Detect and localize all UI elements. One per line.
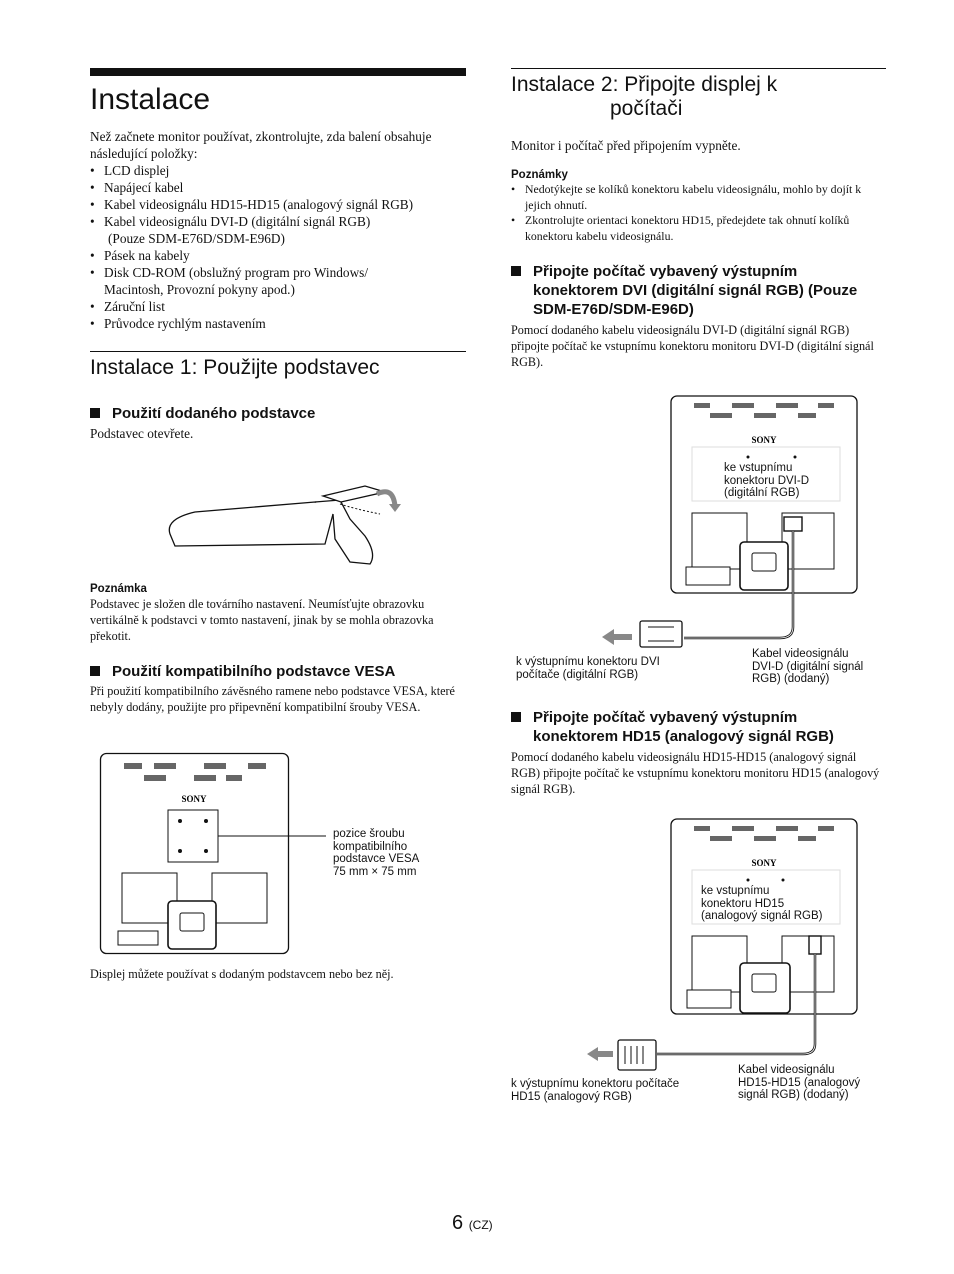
- section-rule: [90, 351, 466, 352]
- hd15-cable-label: Kabel videosignálu HD15-HD15 (analogový signál RGB) (dodaný): [738, 1064, 861, 1101]
- sub1-heading: Použití dodaného podstavce: [90, 404, 466, 423]
- stand-illustration: [165, 474, 405, 574]
- brand-logo: SONY: [181, 794, 207, 804]
- square-bullet-icon: [511, 266, 521, 276]
- list-item: • Napájecí kabel: [90, 179, 466, 196]
- hd15-input-label: ke vstupnímu konektoru HD15 (analogový signál RGB): [701, 885, 823, 922]
- hd15-output-label: k výstupnímu konektoru počítače HD15 (analogový RGB): [511, 1078, 680, 1103]
- page-number: 6 (CZ): [452, 1212, 493, 1234]
- list-item: • Zkontrolujte orientaci konektoru HD15, předejdete tak ohnutí kolíků konektoru kabelu videosignálu.: [511, 213, 886, 244]
- dvi-connection-illustration: [600, 395, 860, 650]
- footer-text: Displej můžete používat s dodaným podstavcem nebo bez něj.: [90, 967, 394, 981]
- list-item: • Nedotýkejte se kolíků konektoru kabelu videosignálu, mohlo by dojít k jejich ohnutí.: [511, 182, 886, 213]
- sub1-text: Podstavec otevřete.: [90, 426, 194, 441]
- vesa-back-illustration: [100, 753, 290, 956]
- list-item: • Průvodce rychlým nastavením: [90, 315, 466, 332]
- dvi-input-label: ke vstupnímu konektoru DVI-D (digitální RGB): [724, 462, 810, 499]
- page-title: Instalace: [90, 83, 211, 116]
- hd15-text: Pomocí dodaného kabelu videosignálu HD15-HD15 (analogový signál RGB) připojte počítač ke vstupnímu konektoru monitoru HD15 (analogový signál RGB).: [511, 750, 880, 796]
- hd15-connection-illustration: [585, 818, 860, 1068]
- brand-logo: SONY: [751, 435, 777, 445]
- list-item: • Záruční list: [90, 298, 466, 315]
- note-text: Podstavec je složen dle továrního nastavení. Neumísťujte obrazovku vertikálně k podstavci v tomto nastavení, jinak by se mohla obrazovka překotit.: [90, 597, 434, 643]
- notes-heading: Poznámky: [511, 169, 568, 181]
- note-heading: Poznámka: [90, 583, 147, 595]
- section-rule: [511, 68, 886, 69]
- vesa-label: pozice šroubu kompatibilního podstavce VESA 75 mm × 75 mm: [333, 828, 420, 878]
- title-bar: [90, 68, 466, 76]
- list-item: • Pásek na kabely: [90, 247, 466, 264]
- section1-title: Instalace 1: Použijte podstavec: [90, 356, 380, 379]
- list-item: • Kabel videosignálu HD15-HD15 (analogový signál RGB): [90, 196, 466, 213]
- brand-logo: SONY: [751, 858, 777, 868]
- dvi-heading: Připojte počítač vybavený výstupním konektorem DVI (digitální signál RGB) (Pouze SDM-E76D/SDM-E96D): [511, 262, 886, 319]
- intro-text: Než začnete monitor používat, zkontrolujte, zda balení obsahuje následující položky:: [90, 129, 432, 161]
- square-bullet-icon: [90, 408, 100, 418]
- right-column: [511, 68, 886, 370]
- list-item: • Disk CD-ROM (obslužný program pro Windows/ Macintosh, Provozní pokyny apod.): [90, 264, 466, 298]
- hd15-section: [511, 708, 886, 797]
- dvi-cable-label: Kabel videosignálu DVI-D (digitální signál RGB) (dodaný): [752, 648, 864, 685]
- section2-intro: Monitor i počítač před připojením vypněte.: [511, 138, 741, 153]
- dvi-output-label: k výstupnímu konektoru DVI počítače (digitální RGB): [516, 656, 660, 681]
- section2-title: Instalace 2: Připojte displej k počítači: [511, 73, 778, 120]
- notes-list: [511, 182, 886, 244]
- list-item: • Kabel videosignálu DVI-D (digitální signál RGB) (Pouze SDM-E76D/SDM-E96D): [90, 213, 466, 247]
- hd15-heading: Připojte počítač vybavený výstupním konektorem HD15 (analogový signál RGB): [511, 708, 886, 746]
- dvi-text: Pomocí dodaného kabelu videosignálu DVI-D (digitální signál RGB) připojte počítač ke vstupnímu konektoru monitoru DVI-D (digitální signál RGB).: [511, 323, 874, 369]
- square-bullet-icon: [90, 666, 100, 676]
- left-column: [90, 68, 466, 715]
- square-bullet-icon: [511, 712, 521, 722]
- sub2-heading: Použití kompatibilního podstavce VESA: [90, 662, 466, 681]
- package-list: [90, 162, 466, 332]
- list-item: • LCD displej: [90, 162, 466, 179]
- sub2-text: Při použití kompatibilního závěsného ramene nebo podstavce VESA, které nebyly dodány, použijte pro připevnění kompatibilní šrouby VESA.: [90, 684, 455, 714]
